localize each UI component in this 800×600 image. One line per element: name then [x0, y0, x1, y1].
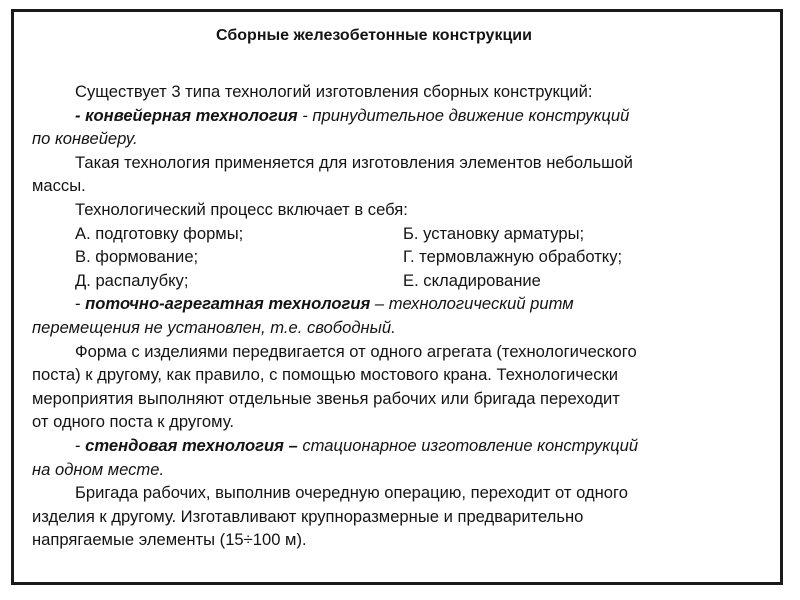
- process-intro: Технологический процесс включает в себя:: [75, 199, 408, 219]
- stand-definition: стационарное изготовление конструкций: [297, 435, 639, 455]
- flow-tech-name: поточно-агрегатная технология: [85, 294, 371, 314]
- process-step-row: [32, 222, 777, 246]
- process-step-row: [32, 245, 777, 269]
- process-step: Е. складирование: [403, 270, 541, 290]
- process-step: Б. установку арматуры;: [403, 223, 585, 243]
- process-step: Г. термовлажную обработку;: [403, 247, 623, 267]
- conveyor-text-cont: массы.: [32, 176, 86, 196]
- flow-definition: – технологический ритм: [370, 294, 574, 314]
- slide-body: [32, 80, 777, 552]
- process-step: Д. распалубку;: [75, 270, 189, 290]
- conveyor-definition: - принудительное движение конструкций: [297, 105, 630, 125]
- flow-dash: -: [75, 294, 86, 314]
- flow-definition-cont: перемещения не установлен, т.е. свободный.: [32, 317, 396, 337]
- flow-definition-line: [32, 292, 777, 316]
- conveyor-text-line: Такая технология применяется для изготовления элементов небольшой: [75, 152, 633, 172]
- flow-text-line: Форма с изделиями передвигается от одного агрегата (технологического: [75, 341, 637, 361]
- conveyor-definition-line: [32, 104, 777, 128]
- stand-definition-cont: на одном месте.: [32, 459, 165, 479]
- slide-title: Сборные железобетонные конструкции: [216, 27, 532, 44]
- flow-text-line: поста) к другому, как правило, с помощью мостового крана. Технологически: [32, 365, 619, 385]
- slide-frame: [11, 9, 783, 585]
- stand-text-line: изделия к другому. Изготавливают крупноразмерные и предварительно: [32, 506, 584, 526]
- stand-text-line: напрягаемые элементы (15÷100 м).: [32, 530, 307, 550]
- conveyor-tech-name: - конвейерная технология: [75, 105, 298, 125]
- stand-text-line: Бригада рабочих, выполнив очередную операцию, переходит от одного: [75, 483, 628, 503]
- conveyor-definition-cont: по конвейеру.: [32, 129, 138, 149]
- stand-tech-name: стендовая технология –: [85, 435, 298, 455]
- flow-text-line: от одного поста к другому.: [32, 412, 234, 432]
- process-step: А. подготовку формы;: [75, 223, 244, 243]
- process-step-row: [32, 269, 777, 293]
- stand-dash: -: [75, 435, 86, 455]
- process-step: В. формование;: [75, 247, 199, 267]
- stand-definition-line: [32, 434, 777, 458]
- flow-text-line: мероприятия выполняют отдельные звенья рабочих или бригада переходит: [32, 388, 620, 408]
- intro-text: Существует 3 типа технологий изготовления сборных конструкций:: [75, 82, 593, 101]
